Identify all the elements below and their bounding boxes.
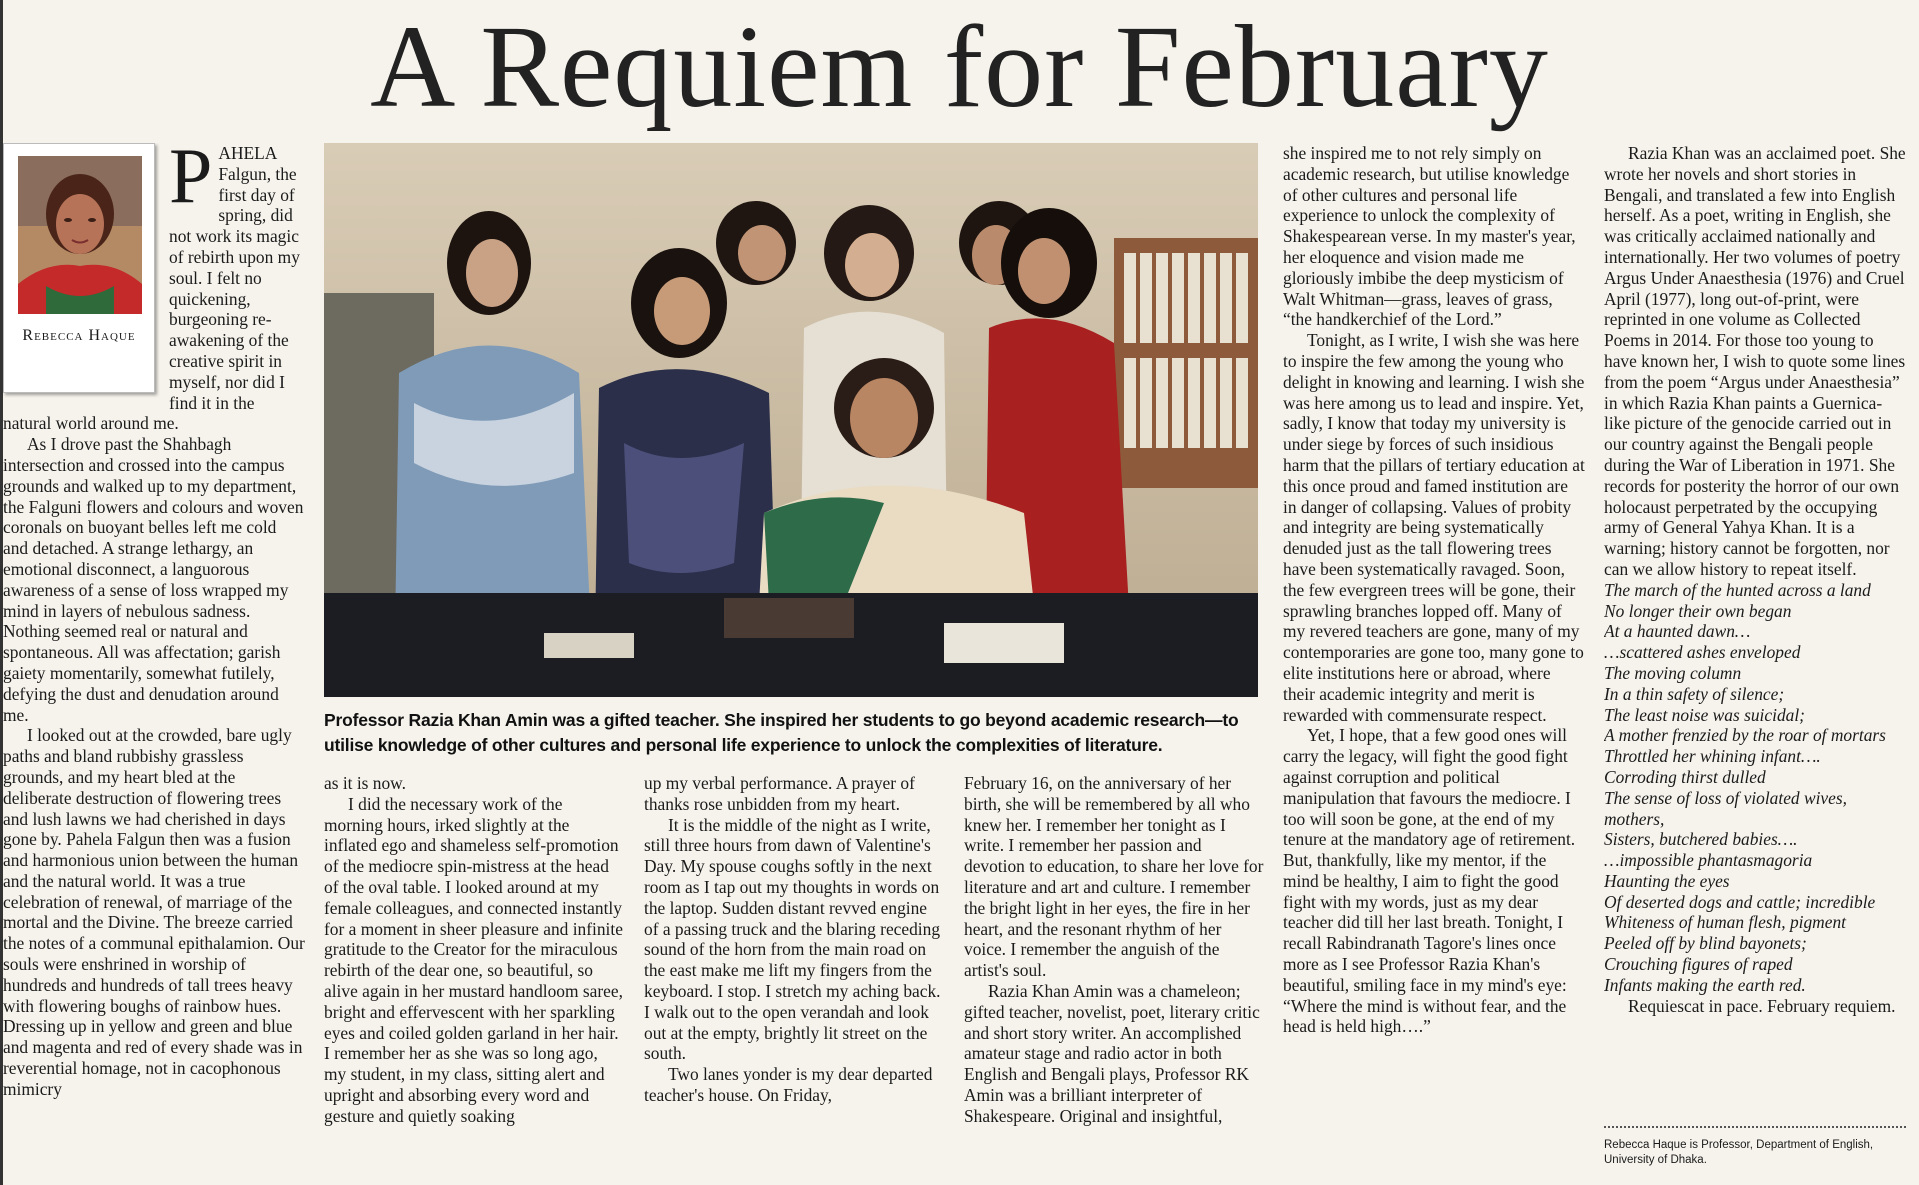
paragraph: Tonight, as I write, I wish she was here to inspire the few among the young who delight in knowing and learning. I wish she was here among us to lead and inspire. Yet, sadly, I know that today my university is under siege by forces of such insidious harm that the pillars of tertiary education at this once proud and famed institution are in danger of collapsing. Values of probity and integrity are being systematically denuded just as the tall flowering trees have been systematically ravaged. Soon, the few evergreen trees will be gone, their sprawling branches lopped off. Many of my revered teachers are gone, many of my contemporaries are gone too, many gone to elite institutions here or abroad, where their academic integrity and merit is rewarded with commensurate respect. [1283,330,1585,725]
poem-line: A mother frenzied by the roar of mortars [1604,725,1886,746]
column-6 [1604,143,1906,1121]
paragraph: Razia Khan was an acclaimed poet. She wrote her novels and short stories in Bengali, and translated a few into English herself. As a poet, writing in English, she was critically acclaimed nationally and internationally. Her two volumes of poetry Argus Under Anaesthesia (1976) and Cruel April (1977), long out-of-print, were reprinted in one volume as Collected Poems in 2014. For those too young to have known her, I wish to quote some lines from the poem “Argus under Anaesthesia” in which Razia Khan paints a Guernica-like picture of the genocide carried out in our country against the Bengali people during the War of Liberation in 1971. She records for posterity the horror of our own holocaust perpetrated by the occupying army of General Yahya Khan. It is a warning; history cannot be forgotten, nor can we allow history to repeat itself. [1604,143,1906,579]
paragraph: Requiescat in pace. February requiem. [1628,995,1896,1016]
poem-line: Peeled off by blind bayonets; [1604,933,1807,954]
poem-line: …scattered ashes enveloped [1604,642,1801,663]
photo-caption: Professor Razia Khan Amin was a gifted teacher. She inspired her students to go beyond academic research—to utilise knowledge of other cultures and personal life experience to unlock the complexities of literature. [324,710,1239,755]
paragraph: I looked out at the crowded, bare ugly paths and bland rubbishy grassless grounds, and my heart bled at the deliberate destruction of flowering trees and lush lawns we had cherished in days gone by. Pahela Falgun then was a fusion and harmonious union between the human and the natural world. It was a true celebration of renewal, of marriage of the mortal and the Divine. The breeze carried the notes of a communal epithalamion. Our souls were enshrined in worship of hundreds and hundreds of tall trees heavy with flowering boughs of rainbow hues. Dressing up in yellow and green and blue and magenta and red of every shade was in reverential homage, not in cacophonous mimicry [3,725,305,1099]
paragraph: Yet, I hope, that a few good ones will carry the legacy, will fight the good fight against corruption and political manipulation that favours the mediocre. I too will soon be gone, at the end of my tenure at the mandatory age of retirement. But, thankfully, like my mentor, if the mind be healthy, I aim to fight the good fight with my words, just as my dear teacher did till her last breath. Tonight, I recall Rabindranath Tagore's lines once more as I see Professor Razia Khan's beautiful, smiling face in my mind's eye: “Where the mind is without fear, and the head is held high….” [1283,725,1576,1037]
group-photo-image [324,143,1258,697]
column-2 [324,773,624,1173]
poem-line: The moving column [1604,662,1742,683]
poem-line: In a thin safety of silence; [1604,683,1785,704]
poem-line: Sisters, butchered babies…. [1604,829,1798,850]
author-name: Rebecca Haque [22,327,136,344]
poem-line: Infants making the earth red. [1604,974,1806,995]
poem-line: No longer their own began [1604,600,1792,621]
paragraph: as it is now. [324,773,406,793]
poem-line: At a haunted dawn… [1604,621,1751,642]
poem-line: Throttled her whining infant…. [1604,746,1821,767]
paragraph: AHELA Falgun, the first day of spring, did not work its magic of rebirth upon my soul. I felt no quickening, burgeoning re-awakening of the creative spirit in myself, nor did I find it in the natural world around me. [3,143,300,434]
poem-line: Corroding thirst dulled [1604,766,1766,787]
paragraph: It is the middle of the night as I write, still three hours from dawn of Valentine's Day. My spouse coughs softly in the next room as I tap out my thoughts in words on the laptop. Sudden distant revved engine of a passing truck and the blaring receding sound of the horn from the main road on the east make me lift my fingers from the keyboard. I stop. I stretch my aching back. I walk out to the open verandah and look out at the empty, brightly lit street on the south. [644,814,941,1064]
group-photo [324,143,1258,697]
drop-cap: P [169,143,213,219]
poem-line: Crouching figures of raped [1604,954,1793,975]
column-3 [644,773,944,1173]
column-4 [964,773,1264,1173]
paragraph: up my verbal performance. A prayer of thanks rose unbidden from my heart. [644,773,915,814]
poem-line: The least noise was suicidal; [1604,704,1805,725]
paragraph: she inspired me to not rely simply on academic research, but utilise knowledge of other cultures and personal life experience to unlock the complexity of Shakespearean verse. In my master's year, her eloquence and vision made me gloriously imbibe the deep mysticism of Walt Whitman—grass, leaves of grass, “the handkerchief of the Lord.” [1283,143,1576,330]
column-5 [1283,143,1585,1173]
poem-line: The sense of loss of violated wives, [1604,787,1847,808]
poem-line: Haunting the eyes [1604,870,1730,891]
paragraph: As I drove past the Shahbagh intersection and crossed into the campus grounds and walked up to my department, the Falguni flowers and colours and woven coronals on buoyant belles left me cold and detached. A strange lethargy, an emotional disconnect, a languorous awareness of a sense of loss wrapped my mind in layers of nebulous sadness. Nothing seemed real or natural and spontaneous. All was affectation; garish gaiety momentarily, somewhat futilely, defying the dust and denudation around me. [3,434,304,725]
poem-excerpt [1604,580,1906,996]
poem-line: Of deserted dogs and cattle; incredible [1604,891,1876,912]
poem-line: mothers, [1604,808,1665,829]
paragraph: February 16, on the anniversary of her birth, she will be remembered by all who knew her. I remember her tonight as I write. I remember her passion and devotion to education, to share her love for literature and art and culture. I remember the bright light in her eyes, the fire in her heart, and the resonant rhythm of her voice. I remember the anguish of the artist's soul. [964,773,1264,981]
author-portrait [18,156,142,314]
paragraph: Two lanes yonder is my dear departed teacher's house. On Friday, [644,1064,933,1105]
paragraph: Razia Khan Amin was a chameleon; gifted teacher, novelist, poet, literary critic and short story writer. An accomplished amateur stage and radio actor in both English and Bengali plays, Professor RK Amin was a brilliant interpreter of Shakespeare. Original and insightful, [964,980,1260,1126]
paragraph: I did the necessary work of the morning hours, irked slightly at the inflated ego and shameless self-promotion of the mediocre spin-mistress at the head of the oval table. I looked around at my female colleagues, and connected instantly for a moment in sheer pleasure and infinite gratitude to the Creator for the miraculous rebirth of the dear one, so beautiful, so alive again in her mustard handloom saree, bright and effervescent with her sparkling eyes and coiled golden garland in her hair. I remember her as she was so long ago, my student, in my class, sitting alert and upright and absorbing every word and gesture and quietly soaking [324,793,623,1126]
headline: A Requiem for February [370,1,1549,132]
poem-line: The march of the hunted across a land [1604,579,1871,600]
author-byline: Rebecca Haque is Professor, Department of English, University of Dhaka. [1604,1126,1906,1168]
column-1 [3,143,305,1173]
author-photo-box [3,143,155,393]
poem-line: …impossible phantasmagoria [1604,850,1813,871]
poem-line: Whiteness of human flesh, pigment [1604,912,1846,933]
